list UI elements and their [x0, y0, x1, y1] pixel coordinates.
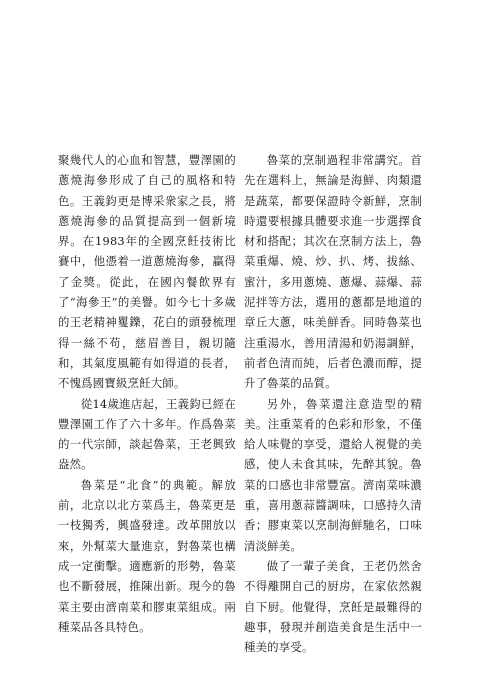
right-paragraph-3: 做了一輩子美食，王老仍然舍不得離開自己的厨房，在家依然親自下厨。他覺得，烹飪是最難得的趣事，發現并創造美食是生活中一種美的享受。: [244, 558, 422, 655]
left-text-column: [58, 150, 236, 637]
left-paragraph-1: 聚幾代人的心血和智慧，豐澤園的蔥燒海參形成了自己的風格和特色。王義鈞更是博采衆家之長，將蔥燒海參的品質提高到一個新境界。在1983年的全國烹飪技術比賽中，他憑着一道蔥燒海參，贏得了金獎。從此，在國內餐飲界有了“海參王”的美譽。如今七十多歲的王老精神矍鑠，花白的頭發梳理得一絲不苟，慈眉善目，親切隨和，其氣度風範有如得道的長者，不愧爲國寶級烹飪大師。: [58, 153, 236, 391]
right-text-column: [244, 150, 422, 657]
left-paragraph-2: 從14歲進店起，王義鈞已經在豐澤園工作了六十多年。作爲魯菜的一代宗師，談起魯菜，王老興致盎然。: [58, 396, 236, 472]
right-paragraph-2: 另外，魯菜還注意造型的精美。注重菜肴的色彩和形象，不僅給人味覺的享受，還給人視覺的美感，使人未食其味，先醉其貌。魯菜的口感也非常豐富。濟南菜味濃重，喜用蔥蒜醬調味，口感持久清香；膠東菜以烹制海鮮馳名，口味清淡鮮美。: [244, 396, 422, 553]
right-paragraph-1: 魯菜的烹制過程非常講究。首先在選料上，無論是海鮮、肉類還是蔬菜，都要保證時令新鮮，烹制時還要根據具體要求進一步選擇食材和搭配；其次在烹制方法上，魯菜重爆、燒、炒、扒、烤、拔絲、蜜汁，多用蔥燒、蔥爆、蒜爆、蒜泥拌等方法，選用的蔥都是地道的章丘大蔥，味美鮮香。同時魯菜也注重湯水，善用清湯和奶湯調鮮，前者色清而純，后者色濃而醇，提升了魯菜的品質。: [244, 153, 422, 391]
left-paragraph-3: 魯菜是“北食”的典範。解放前，北京以北方菜爲主，魯菜更是一枝獨秀，興盛發達。改革開放以來，外幫菜大量進京，對魯菜也構成一定衝擊。適應新的形勢，魯菜也不斷發展，推陳出新。現今的魯菜主要由濟南菜和膠東菜組成。兩種菜品各具特色。: [58, 477, 236, 634]
